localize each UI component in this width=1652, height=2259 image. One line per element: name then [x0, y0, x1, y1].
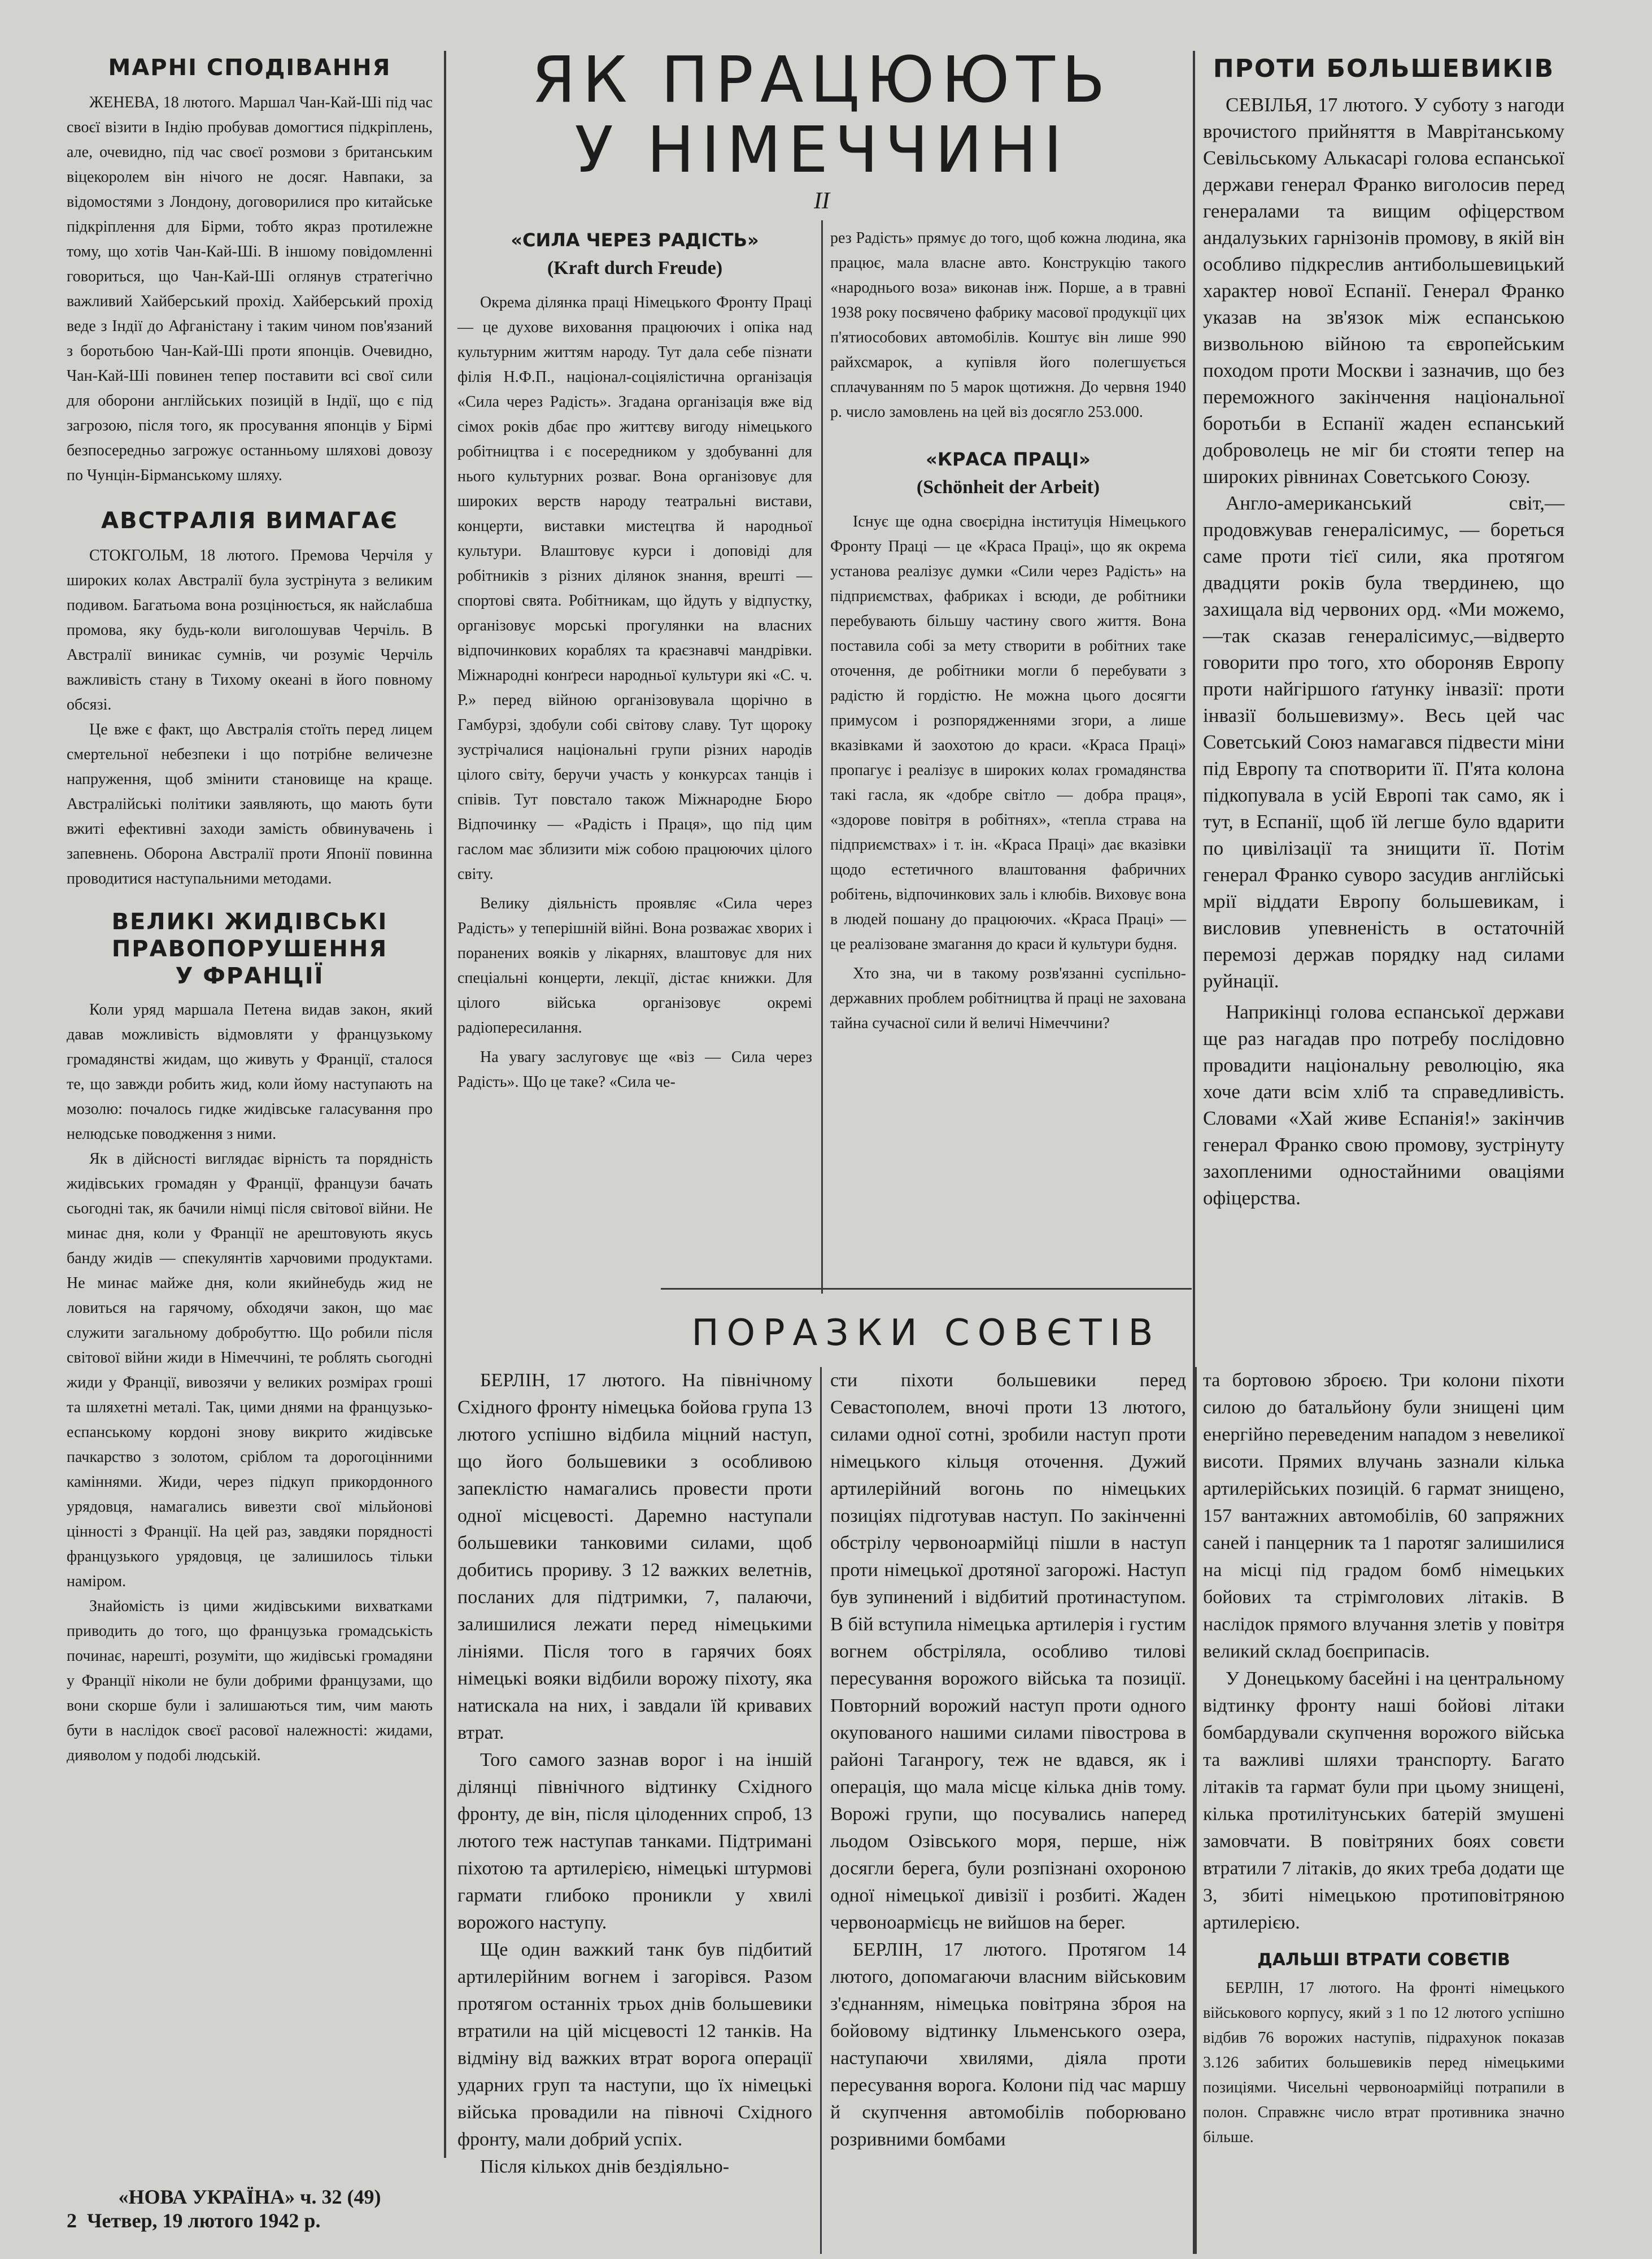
bottom-rule-2 [1195, 1367, 1197, 2254]
feature-title: У НІМЕЧЧИНІ [574, 114, 1069, 187]
article-body: На увагу заслуговує ще «віз — Сила через Радість». Що це таке? «Сила че- [457, 1048, 812, 1091]
article-body: Це вже є факт, що Австралія стоїть перед лицем смертельної небезпеки і що потрібне величезне напруження, щоб змінити становище на краще. Австралійські політики заявляють, що мають бути вжиті ефективні заходи замість обвинувачень і запевнень. Оборона Австралії проти Японії повинна проводитися наступальними методами. [67, 721, 433, 887]
section-title: «КРАСА ПРАЦІ» [926, 449, 1091, 470]
article-body: Велику діяльність проявляє «Сила через Радість» у теперішній війні. Вона розважає хворих і поранених вояків у лікарнях, влаштовує для них спеціальні концерти, лекції, дістає книжки. Для цілого війська організовує окремі радіопересилання. [457, 895, 812, 1037]
bottom-column-1 [457, 1367, 812, 2180]
section-title: «СИЛА ЧЕРЕЗ РАДІСТЬ» [511, 229, 759, 251]
article-body: Як в дійсності виглядає вірність та порядність жидівських громадян у Франції, французи бачать сьогодні так, як бачили німці після світової війни. Не минає дня, коли у Франції не арештовують якусь банду жидів — спекулянтів харчовими продуктами. Не минає майже дня, коли якийнебудь жид не ловиться на гарячому, обходячи закон, що має служити загальному добробуттю. Що робили після світової війни жиди в Німеччині, те роблять сьогодні жиди у Франції, вивозячи у великих розмірах гроші та шляхетні металі. Так, цими днями на французько-еспанському кордоні знову викрито жидівське пачкарство з золотом, сріблом та дорогоцінними каміннями. Жиди, через підкуп прикордонного урядовця, намагались вивезти свої мільйонові цінності з Франції. На цей раз, завдяки порядності французького урядовця, це залишилось тільки наміром. [67, 1150, 433, 1590]
article-body: Наприкінці голова еспанської держави ще раз нагадав про потребу послідовно провадити національну революцію, яка хоче дати всім хліб та справедливість. Словами «Хай живе Еспанія!» закінчив генерал Франко свою промову, зустрінуту захопленими одностайними оваціями офіцерства. [1203, 1001, 1564, 1209]
bottom-rule-1 [820, 1367, 822, 2254]
article-body: Знайомість із цими жидівськими вихватками приводить до того, що французька громадськість починає, нарешті, розуміти, що жидівські громадяни у Франції ніколи не були добрими французами, що вони скорше були і залишаються тим, чим мають бути в наслідок своєї расової належності: жидами, дияволом у подобі людській. [67, 1598, 433, 1764]
article-body: СТОКГОЛЬМ, 18 лютого. Премова Черчіля у широких колах Австралії була зустрінута з великим подивом. Багатьома вона розцінюється, як найслабша промова, яку будь-коли виголошував Черчіль. В Австралії виникає сумнів, чи розуміє Черчіль важливість стану в Тихому океані в його повному обсязі. [67, 547, 433, 713]
bottom-section-rule [661, 1288, 1192, 1290]
article-body: БЕРЛІН, 17 лютого. На північному Східного фронту німецька бойова група 13 лютого успішно відбила міцний наступ, що його большевики з особливою запеклістю намагались провести проти одної місцевості. Даремно наступали большевики танковими силами, щоб добитись прориву. З 12 важких велетнів, посланих для підтримки, 7, палаючи, залишилися лежати перед німецькими лініями. Після того в гарячих боях німецькі вояки відбили ворожу піхоту, яка натискала на них, і завдали їй кривавих втрат. [457, 1370, 812, 1743]
article-body: Існує ще одна своєрідна інституція Німецького Фронту Праці — це «Краса Праці», що як окрема установа реалізує думки «Сили через Радість» на підприємствах, фабриках і всюди, де робітники перебувають більшу частину свого життя. Вона поставила собі за мету створити в робітних таке оточення, де робітники могли б перебувати з радістю й гордістю. Не можна цього досягти примусом і розпорядженнями згори, а лише вказівками й заохотою до краси. «Краса Праці» пропагує і реалізує в широких колах громадянства такі гасла, як «добре світло — добра праця», «здорове повітря в робітнях», «тепла страва на підприємствах» і т. ін. «Краса Праці» дає вказівки щодо естетичного влаштовання фабричних робітень, відпочинкових заль і клюбів. Виховує вона в людей пошану до працюючих. «Краса Праці» — це реалізоване змагання до краси й культури будня. [830, 513, 1186, 953]
footer [67, 2185, 433, 2232]
article-body: Після кількох днів бездіяльно- [480, 2156, 730, 2177]
article-title: ВЕЛИКІ ЖИДІВСЬКІ [111, 909, 388, 935]
right-column [1203, 51, 1564, 1211]
bottom-header [661, 1311, 1192, 1356]
article-body: ЖЕНЕВА, 18 лютого. Маршал Чан-Кай-Ші під час своєї візити в Індію пробував домогтися підкріплень, але, очевидно, під час своєї розмови з британським віцекоролем він нічого не досяг. Навпаки, за відомостями з Лондону, договорилися про китайське підкріплення для Бірми, тобто якраз протилежне тому, що хотів Чан-Кай-Ші. В іншому повідомленні говориться, що Чан-Кай-Ші оглянув стратегічно важливий Хайберський прохід. Хайберський прохід веде з Індії до Афганістану і таким чином пов'язаний з боротьбою Чан-Кай-Ші проти японців. Очевидно, Чан-Кай-Ші повинен тепер поставити всі свої сили для оборони англійських позицій в Індії, що є під загрозою, після того, як просування японців у Бірмі безпосередньо загрожує останньому шляхові довозу по Чунцін-Бірманському шляху. [67, 94, 433, 484]
column-rule-center [821, 220, 823, 1294]
article-body: Окрема ділянка праці Німецького Фронту Праці — це духове виховання працюючих і опіка над культурним життям народу. Тут дала себе пізнати філія Н.Ф.П., націонал-соціялістична організація «Сила через Радість». Згадана організація вже від сімох років дбає про життєву вигоду німецького робітництва і є посередником у здобуванні для нього культурних розваг. Вона організовує для широких верств народу театральні вистави, концерти, виставки мистецтва й народньої культури. Влаштовує курси і доповіді для робітників з різних ділянок знання, врешті — спортові свята. Робітникам, що йдуть у відпустку, організовує морські прогулянки на власних відпочинкових кораблях та краєзнавчі мандрівки. Міжнародні конґреси народньої культури які «С. ч. Р.» перед війною організовувала щорічно в Гамбурзі, здобули собі світову славу. Тут щороку зустрічалися національні групи різних народів цілого світу, беручи участь у конкурсах танців і співів. Тут повстало також Міжнародне Бюро Відпочинку — «Радість і Праця», що під цим гаслом має зблизити між собою працюючих цілого світу. [457, 294, 812, 883]
article-body: та бортовою зброєю. Три колони піхоти силою до батальйону були знищені цим енергійно переведеним нападом з невеликої висоти. Прямих влучань зазнали кілька артилерійських позицій. 6 гармат знищено, 157 вантажних автомобілів, 60 запряжних саней і панцерник та 1 паротяг залишилися на місці під градом бомб німецьких бойових та стрімголових літаків. В наслідок прямого влучання злетів у повітря великий склад боєприпасів. [1203, 1370, 1564, 1662]
article-body: сти піхоти большевики перед Севастополем, вночі проти 13 лютого, силами одної сотні, зробили наступ проти німецького кільця оточення. Дужий артилерійний вогонь по німецьких позиціях підготував наступ. По закінченні обстрілу червоноармійці пішли в наступ проти німецької дротяної загорожі. Наступ був зупинений і відбитий протинаступом. В бій вступила німецька артилерія і густим вогнем обстріляла, особливо тилові пересування ворожого війська та позиції. Повторний ворожий наступ проти одного окупованого нашими силами півострова в районі Таганрогу, теж не вдався, як і операція, що мала місце кількa днів тому. Ворожі групи, що посувались наперед льодом Озівського моря, перше, ніж досягли берега, були розпізнані охороною одної німецької дивізії і розбиті. Жаден червоноармієць не вийшов на берег. [830, 1370, 1186, 1933]
center-column-a [457, 226, 812, 1095]
article-body: БЕРЛІН, 17 лютого. Протягом 14 лютого, допомагаючи власним військовим з'єднанням, німецька повітряна зброя на бойовому відтинку Ільменського озера, наступаючи хвилями, діяла проти пересування ворога. Колони під час маршу й скупчення автомобілів поборювано розривними бомбами [830, 1939, 1186, 2150]
article-body: Того самого зазнав ворог і на іншій ділянці північного відтинку Східного фронту, де він, після цілоденних спроб, 13 лютого теж наступав танками. Підтримані піхотою та артилерією, німецькі штурмові гармати глибоко проникли у хвилі ворожого наступу. [457, 1749, 812, 1933]
article-body: Хто зна, чи в такому розв'язанні суспільно-державних проблем робітництва й праці не захована тайна сучасної сили й величі Німеччини? [830, 965, 1186, 1032]
article-title: ПРОТИ БОЛЬШЕВИКІВ [1213, 54, 1555, 83]
article-title: У ФРАНЦІЇ [175, 963, 324, 989]
feature-title: ЯК ПРАЦЮЮТЬ [531, 43, 1112, 117]
article-title: АВСТРАЛІЯ ВИМАГАЄ [101, 508, 398, 534]
page-number: 2 [67, 2209, 77, 2232]
article-body: СЕВІЛЬЯ, 17 лютого. У суботу з нагоди врочистого прийняття в Маврітанському Севільському Алькасарі голова еспанської держави генерал Франко виголосив перед генералами та вищим офіцерством андалузьких гарнізонів промову, в якій він особливо підкреслив антибольшевицький характер нової Еспанії. Генерал Франко указав на зв'язок між еспанською визвольною війною та європейським походом проти Москви і зазначив, що без переможного закінчення національної боротьби в Еспанії жаден еспанський доброволець не міг би стояти тепер на широких рівнинах Советського Союзу. [1203, 94, 1564, 488]
section-subtitle: (Schönheit der Arbeit) [916, 477, 1100, 498]
article-body: Ще один важкий танк був підбитий артилерійним вогнем і загорівся. Разом протягом останніх трьох днів большевики втратили на цій місцевості 12 танків. На відміну від важких втрат ворога операції ударних груп та наступи, що їх німецькі війська провадили на півночі Східного фронту, мали добрий успіх. [457, 1939, 812, 2150]
bottom-column-2 [830, 1367, 1186, 2153]
center-header [457, 45, 1186, 217]
left-column [67, 51, 433, 1768]
issue-date: Четвер, 19 лютого 1942 р. [87, 2209, 321, 2232]
article-body: У Донецькому басейні і на центральному відтинку фронту наші бойові літаки бомбардували скупчення ворожого війська та важливі шляхи транспорту. Багато літаків та гармат були при цьому знищені, кілька протилітунських батерій змушені замовчати. В повітряних боях совєти втратили 7 літаків, до яких треба додати ще 3, збиті німецькою протиповітряною артилерією. [1203, 1668, 1564, 1933]
section-subtitle: (Kraft durch Freude) [547, 258, 723, 278]
section-title: ДАЛЬШІ ВТРАТИ СОВЄТІВ [1257, 1950, 1510, 1970]
article-body: Коли уряд маршала Петена видав закон, який давав можливість відмовляти у французькому громадянстві жидам, що живуть у Франції, сталося те, що завжди робить жид, коли йому наступають на мозолю: почалось гидке жидівське галасування про нелюдське поводження з ними. [67, 1001, 433, 1143]
section-headline: ПОРАЗКИ СОВЄТІВ [691, 1312, 1161, 1354]
paper-name: «НОВА УКРАЇНА» ч. 32 (49) [118, 2186, 381, 2208]
article-title: МАРНІ СПОДІВАННЯ [108, 55, 391, 81]
center-column-b [830, 226, 1186, 1036]
part-number: II [814, 188, 830, 214]
article-title: ПРАВОПОРУШЕННЯ [111, 936, 388, 962]
article-body: Англо-американський світ,—продовжував генералісимус, — бореться саме проти тієї сили, яка протягом двадцяти років була твердинею, що захищала від червоних орд. «Ми можемо,—так сказав генералісимус,—відверто говорити про того, хто обороняв Европу проти найгіршого ґатунку інвазії: проти інвазії большевизму». Весь цей час Советський Союз намагався підвести міни під Европу та спотворити її. П'ята колона підкопувала в усій Европі так само, як і тут, в Еспанії, щоб їй легше було вдарити по цивілізації та знищити її. Потім генерал Франко суворо засудив англійські мрії віддати Европу большевикам, і висловив упевненість в остаточній перемозі держав порядку над силами руйнації. [1203, 492, 1564, 992]
article-body: рез Радість» прямує до того, щоб кожна людина, яка працює, мала власне авто. Конструкцію такого «народнього воза» виконав інж. Порше, а в травні 1938 року посвячено фабрику масової продукції цих п'ятиособових автомобілів. Коштує він лише 990 райхсмарок, а купівля його полегшується сплачуванням по 5 марок щотижня. До червня 1940 р. число замовлень на цей віз досягло 253.000. [830, 229, 1186, 421]
article-body: БЕРЛІН, 17 лютого. На фронті німецького військового корпусу, який з 1 по 12 лютого успішно відбив 76 ворожих наступів, підрахунок показав 3.126 забитих большевиків перед німецькими позиціями. Чисельні червоноармійці потрапили в полон. Справжнє число втрат противника значно більше. [1203, 1979, 1564, 2146]
bottom-column-3 [1203, 1367, 1564, 2150]
column-rule-left [444, 51, 446, 2158]
